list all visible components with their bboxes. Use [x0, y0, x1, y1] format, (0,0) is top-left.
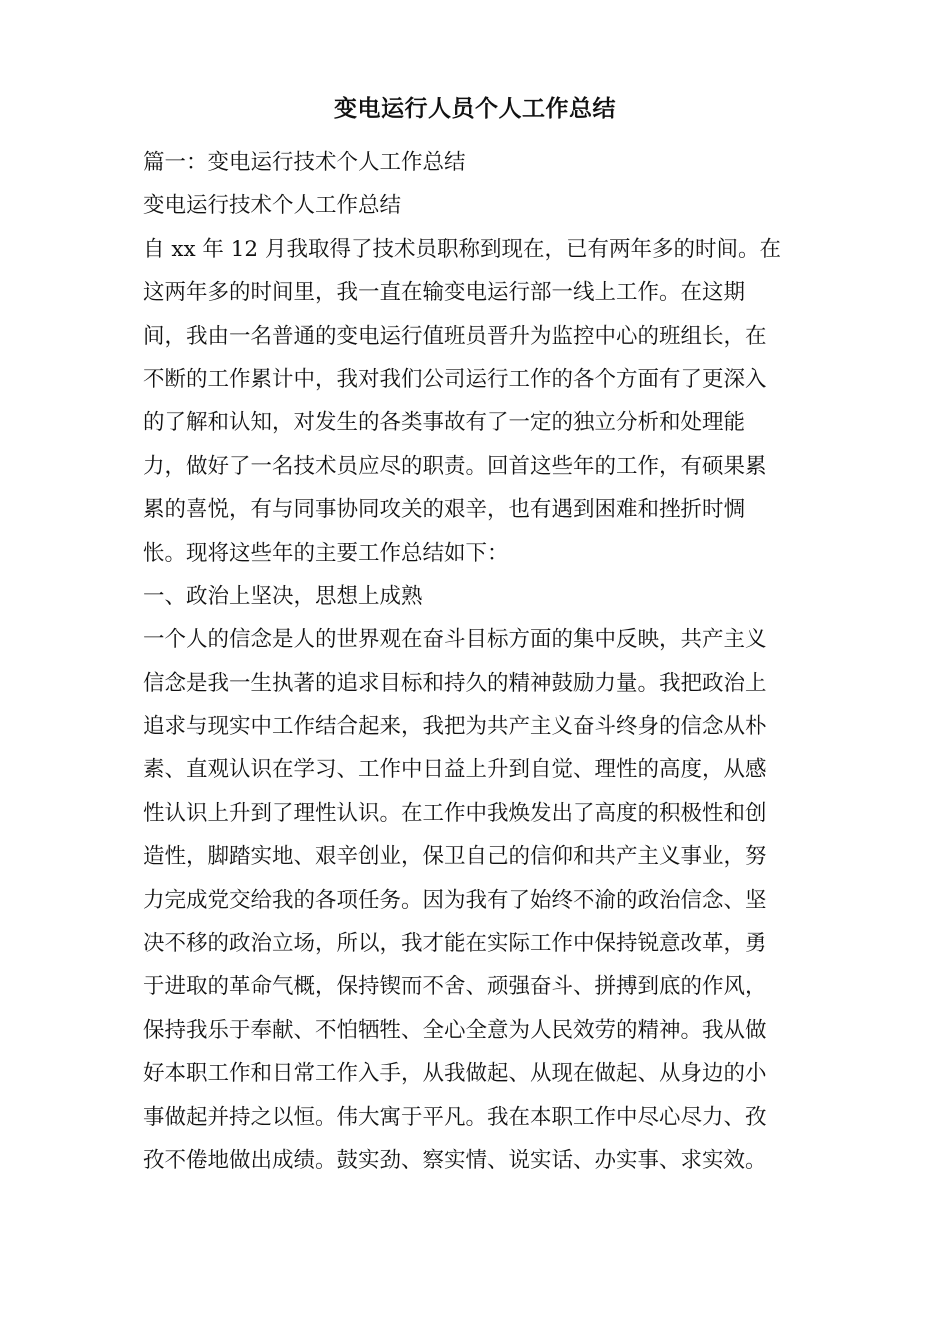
- paragraph-line: 这两年多的时间里，我一直在输变电运行部一线上工作。在这期: [143, 280, 746, 306]
- paragraph-line: 力完成党交给我的各项任务。因为我有了始终不渝的政治信念、坚: [143, 887, 767, 913]
- paragraph-line: 不断的工作累计中，我对我们公司运行工作的各个方面有了更深入: [143, 366, 767, 392]
- paragraph-line: 自 xx 年 12 月我取得了技术员职称到现在，已有两年多的时间。在: [143, 236, 781, 262]
- document-body: [143, 141, 803, 1182]
- document-title: 变电运行人员个人工作总结: [334, 95, 616, 122]
- paragraph-line: 追求与现实中工作结合起来，我把为共产主义奋斗终身的信念从朴: [143, 714, 767, 740]
- paragraph-line: 的了解和认知，对发生的各类事故有了一定的独立分析和处理能: [143, 410, 746, 436]
- paragraph-line: 累的喜悦，有与同事协同攻关的艰辛，也有遇到困难和挫折时惆: [143, 497, 746, 523]
- paragraph-line: 造性，脚踏实地、艰辛创业，保卫自己的信仰和共产主义事业，努: [143, 844, 767, 870]
- paragraph-line: 事做起并持之以恒。伟大寓于平凡。我在本职工作中尽心尽力、孜: [143, 1104, 767, 1130]
- paragraph-line: 一个人的信念是人的世界观在奋斗目标方面的集中反映，共产主义: [143, 627, 767, 653]
- subsection-heading: 变电运行技术个人工作总结: [143, 193, 402, 219]
- paragraph-line: 孜不倦地做出成绩。鼓实劲、察实情、说实话、办实事、求实效。: [143, 1147, 767, 1173]
- paragraph-line: 好本职工作和日常工作入手，从我做起、从现在做起、从身边的小: [143, 1061, 767, 1087]
- paragraph-line: 力，做好了一名技术员应尽的职责。回首这些年的工作，有硕果累: [143, 453, 767, 479]
- section-heading: 一、政治上坚决，思想上成熟: [143, 583, 423, 609]
- paragraph-line: 素、直观认识在学习、工作中日益上升到自觉、理性的高度，从感: [143, 757, 767, 783]
- paragraph-line: 于进取的革命气概，保持锲而不舍、顽强奋斗、拼搏到底的作风，: [143, 974, 767, 1000]
- paragraph-line: 信念是我一生执著的追求目标和持久的精神鼓励力量。我把政治上: [143, 670, 767, 696]
- paragraph-line: 保持我乐于奉献、不怕牺牲、全心全意为人民效劳的精神。我从做: [143, 1017, 767, 1043]
- section-heading: 篇一：变电运行技术个人工作总结: [143, 150, 466, 175]
- paragraph-line: 性认识上升到了理性认识。在工作中我焕发出了高度的积极性和创: [143, 800, 767, 826]
- paragraph-line: 决不移的政治立场，所以，我才能在实际工作中保持锐意改革，勇: [143, 931, 767, 957]
- paragraph-line: 间，我由一名普通的变电运行值班员晋升为监控中心的班组长，在: [143, 323, 767, 349]
- paragraph-line: 怅。现将这些年的主要工作总结如下：: [143, 540, 509, 566]
